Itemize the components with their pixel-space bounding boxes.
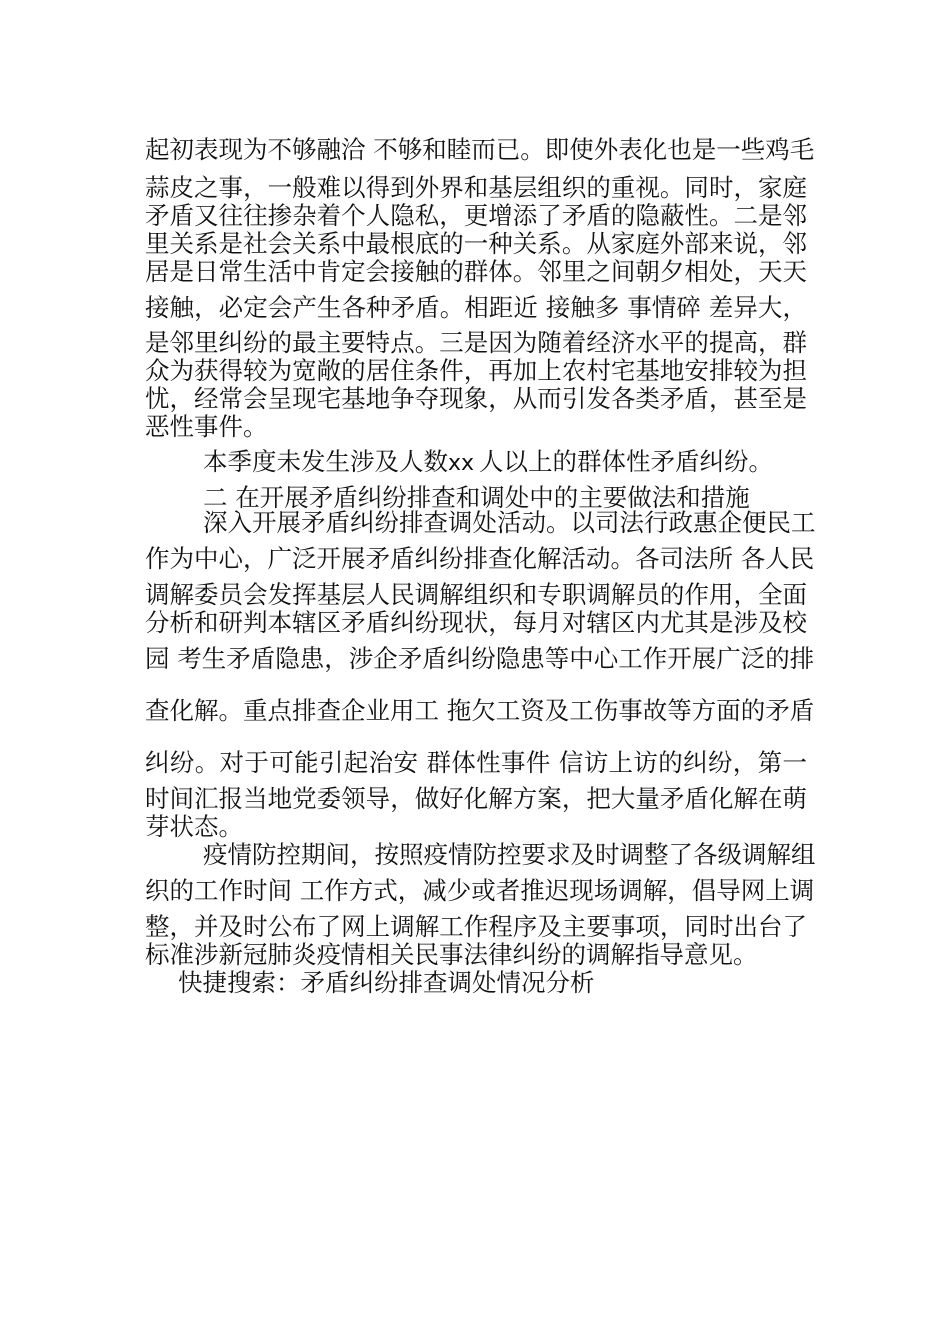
text-line: 查化解。重点排查企业用工 拖欠工资及工伤事故等方面的矛盾 bbox=[145, 696, 815, 725]
text-line: 接触，必定会产生各种矛盾。相距近 接触多 事情碎 差异大， bbox=[145, 293, 807, 322]
text-line: 园 考生矛盾隐患，涉企矛盾纠纷隐患等中心工作开展广泛的排 bbox=[145, 644, 815, 673]
text-line: 作为中心，广泛开展矛盾纠纷排查化解活动。各司法所 各人民 bbox=[145, 544, 815, 573]
text-line: 深入开展矛盾纠纷排查调处活动。以司法行政惠企便民工 bbox=[203, 508, 816, 537]
summary-line bbox=[203, 447, 773, 479]
text-line: 调解委员会发挥基层人民调解组织和专职调解员的作用，全面 bbox=[145, 580, 807, 609]
quick-search: 快捷搜索：矛盾纠纷排查调处情况分析 bbox=[178, 968, 595, 997]
text-line: 里关系是社会关系中最根底的一种关系。从家庭外部来说，邻 bbox=[145, 229, 807, 258]
text-line: 居是日常生活中肯定会接触的群体。邻里之间朝夕相处，天天 bbox=[145, 257, 807, 286]
text-line: 标准涉新冠肺炎疫情相关民事法律纠纷的调解指导意见。 bbox=[145, 940, 758, 969]
text-line: 起初表现为不够融洽 不够和睦而已。即使外表化也是一些鸡毛 bbox=[145, 135, 815, 164]
summary-text-start: 本季度未发生涉及人数 bbox=[203, 447, 448, 476]
text-line: 整，并及时公布了网上调解工作程序及主要事项，同时出台了 bbox=[145, 912, 807, 941]
section-heading: 二 在开展矛盾纠纷排查和调处中的主要做法和措施 bbox=[203, 483, 750, 512]
count-placeholder: xx bbox=[448, 451, 475, 476]
text-line: 是邻里纠纷的最主要特点。三是因为随着经济水平的提高，群 bbox=[145, 328, 807, 357]
text-line: 织的工作时间 工作方式，减少或者推迟现场调解，倡导网上调 bbox=[145, 876, 815, 905]
text-line: 芽状态。 bbox=[145, 812, 243, 841]
text-line: 众为获得较为宽敞的居住条件，再加上农村宅基地安排较为担 bbox=[145, 356, 807, 385]
text-line: 忧，经常会呈现宅基地争夺现象，从而引发各类矛盾，甚至是 bbox=[145, 384, 807, 413]
text-line: 蒜皮之事，一般难以得到外界和基层组织的重视。同时，家庭 bbox=[145, 173, 807, 202]
text-line: 时间汇报当地党委领导，做好化解方案，把大量矛盾化解在萌 bbox=[145, 784, 807, 813]
text-line: 分析和研判本辖区矛盾纠纷现状，每月对辖区内尤其是涉及校 bbox=[145, 608, 807, 637]
text-line: 矛盾又往往掺杂着个人隐私，更增添了矛盾的隐蔽性。二是邻 bbox=[145, 201, 807, 230]
text-line: 恶性事件。 bbox=[145, 412, 268, 441]
text-line: 疫情防控期间，按照疫情防控要求及时调整了各级调解组 bbox=[203, 840, 816, 869]
summary-text-end: 人以上的群体性矛盾纠纷。 bbox=[478, 447, 773, 476]
text-line: 纠纷。对于可能引起治安 群体性事件 信访上访的纠纷，第一 bbox=[145, 748, 807, 777]
